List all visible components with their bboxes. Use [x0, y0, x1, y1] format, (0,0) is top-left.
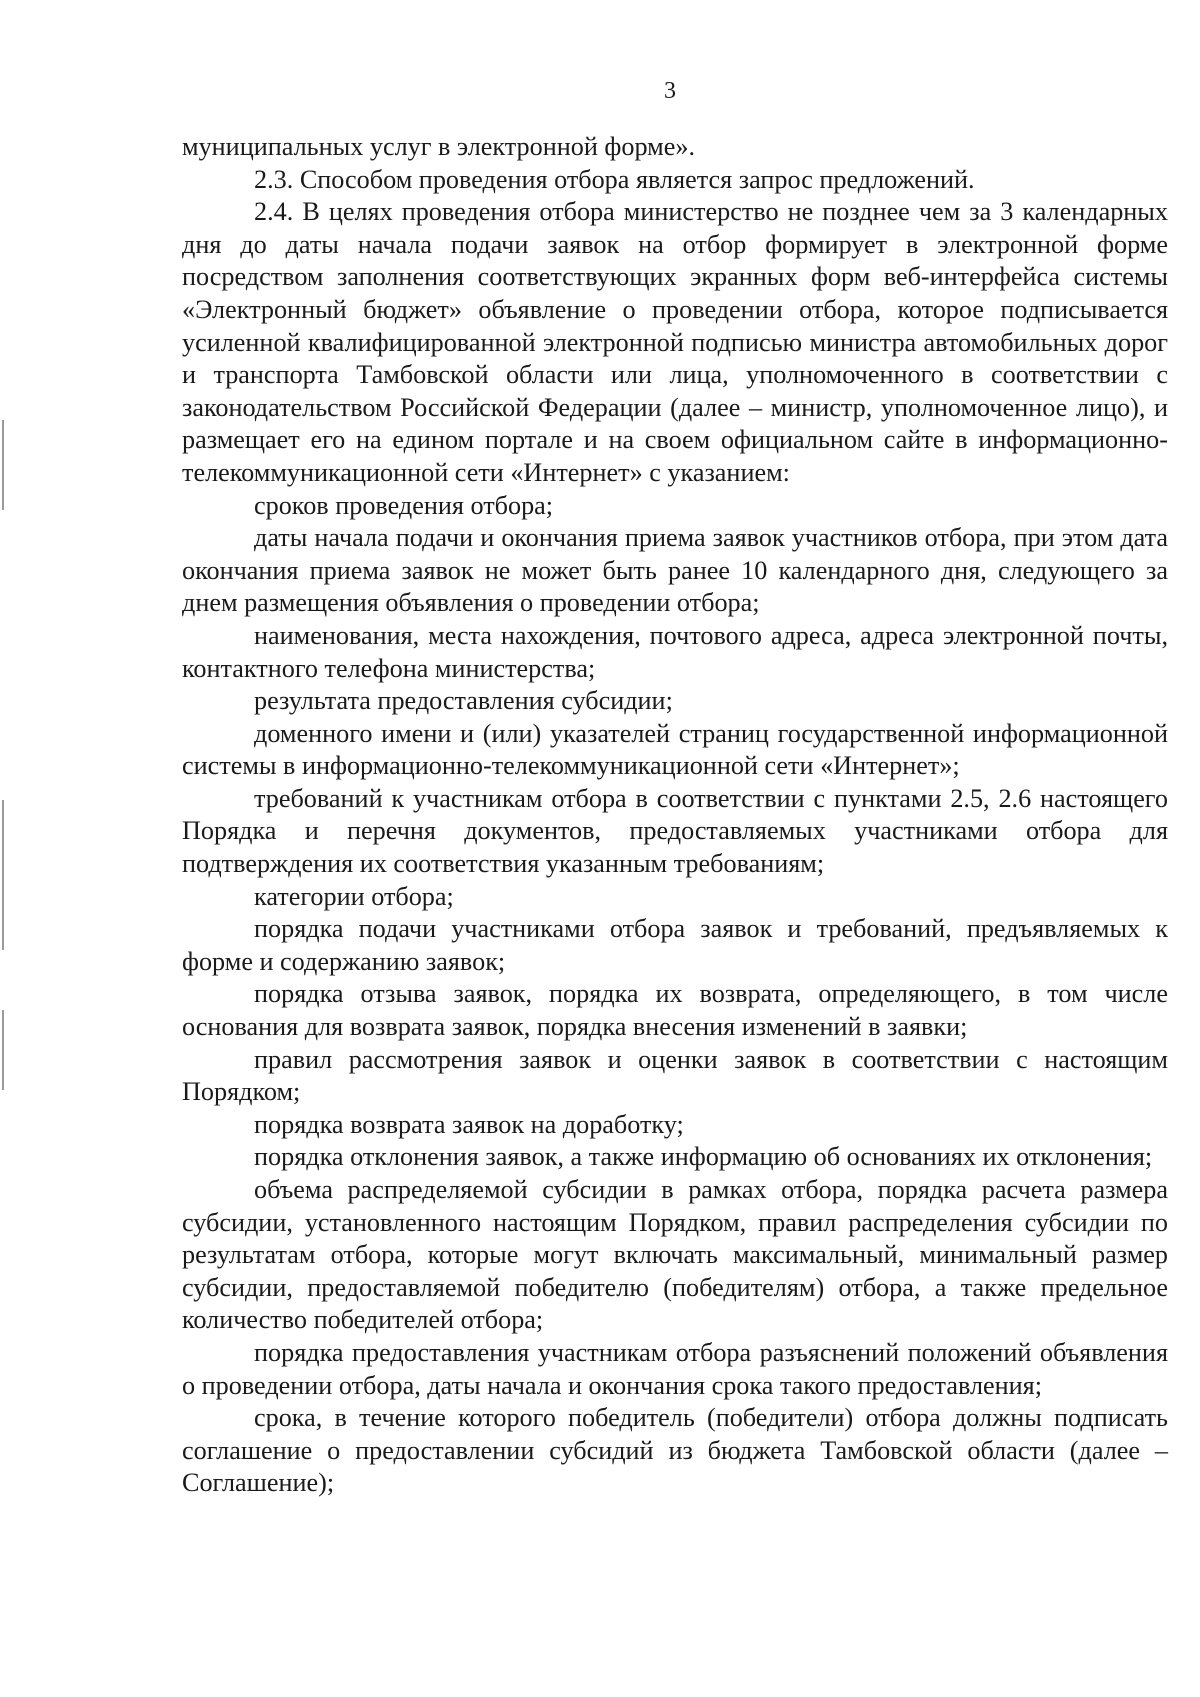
paragraph-2-3: 2.3. Способом проведения отбора является запрос предложений.: [254, 164, 975, 194]
list-item-ministry-contacts: наименования, места нахождения, почтового адреса, адреса электронной почты, контактного телефона министерства;: [182, 620, 1168, 683]
list-item-review-rules: правил рассмотрения заявок и оценки заявок в соответствии с настоящим Порядком;: [182, 1044, 1168, 1107]
list-item-domain-name: доменного имени и (или) указателей страниц государственной информационной системы в информационно-телекоммуникационной сети «Интернет»;: [182, 718, 1168, 781]
list-item-agreement-deadline: срока, в течение которого победитель (победители) отбора должны подписать соглашение о предоставлении субсидий из бюджета Тамбовской области (далее – Соглашение);: [182, 1403, 1168, 1498]
paragraph-continuation: муниципальных услуг в электронной форме».: [182, 132, 695, 161]
list-item-subsidy-volume: объема распределяемой субсидии в рамках отбора, порядка расчета размера субсидии, установленного настоящим Порядком, правил распределения субсидии по результатам отбора, которые могут включать максимальный, минимальный размер субсидии, предоставляемой победителю (победителям) отбора, а также предельное количество победителей отбора;: [182, 1175, 1168, 1335]
paragraph-2-4: 2.4. В целях проведения отбора министерство не позднее чем за 3 календарных дня до даты начала подачи заявок на отбор формирует в электронной форме посредством заполнения соответствующих экранных форм веб-интерфейса системы «Электронный бюджет» объявление о проведении отбора, которое подписывается усиленной квалифицированной электронной подписью министра автомобильных дорог и транспорта Тамбовской области или лица, уполномоченного в соответствии с законодательством Российской Федерации (далее – министр, уполномоченное лицо), и размещает его на едином портале и на своем официальном сайте в информационно-телекоммуникационной сети «Интернет» с указанием:: [182, 197, 1168, 487]
scan-edge-mark: [2, 1010, 4, 1090]
list-item-selection-terms: сроков проведения отбора;: [254, 490, 554, 520]
list-item-withdrawal-procedure: порядка отзыва заявок, порядка их возврата, определяющего, в том числе основания для возврата заявок, порядка внесения изменений в заявки;: [182, 979, 1168, 1042]
list-item-clarifications: порядка предоставления участникам отбора разъяснений положений объявления о проведении отбора, даты начала и окончания срока такого предоставления;: [182, 1337, 1168, 1400]
document-body: [182, 131, 1168, 1500]
page-number: 3: [664, 78, 676, 104]
scan-edge-mark: [2, 420, 4, 510]
list-item-subsidy-result: результата предоставления субсидии;: [254, 686, 673, 716]
list-item-return-for-revision: порядка возврата заявок на доработку;: [254, 1109, 684, 1139]
list-item-participant-requirements: требований к участникам отбора в соответствии с пунктами 2.5, 2.6 настоящего Порядка и перечня документов, предоставляемых участниками отбора для подтверждения их соответствия указанным требованиям;: [182, 783, 1168, 879]
list-item-selection-categories: категории отбора;: [254, 881, 454, 911]
list-item-submission-procedure: порядка подачи участниками отбора заявок и требований, предъявляемых к форме и содержанию заявок;: [182, 914, 1168, 976]
list-item-application-dates: даты начала подачи и окончания приема заявок участников отбора, при этом дата окончания приема заявок не может быть ранее 10 календарного дня, следующего за днем размещения объявления о проведении отбора;: [182, 523, 1168, 618]
list-item-rejection-procedure: порядка отклонения заявок, а также информацию об основаниях их отклонения;: [254, 1142, 1153, 1172]
scan-edge-mark: [2, 800, 4, 950]
